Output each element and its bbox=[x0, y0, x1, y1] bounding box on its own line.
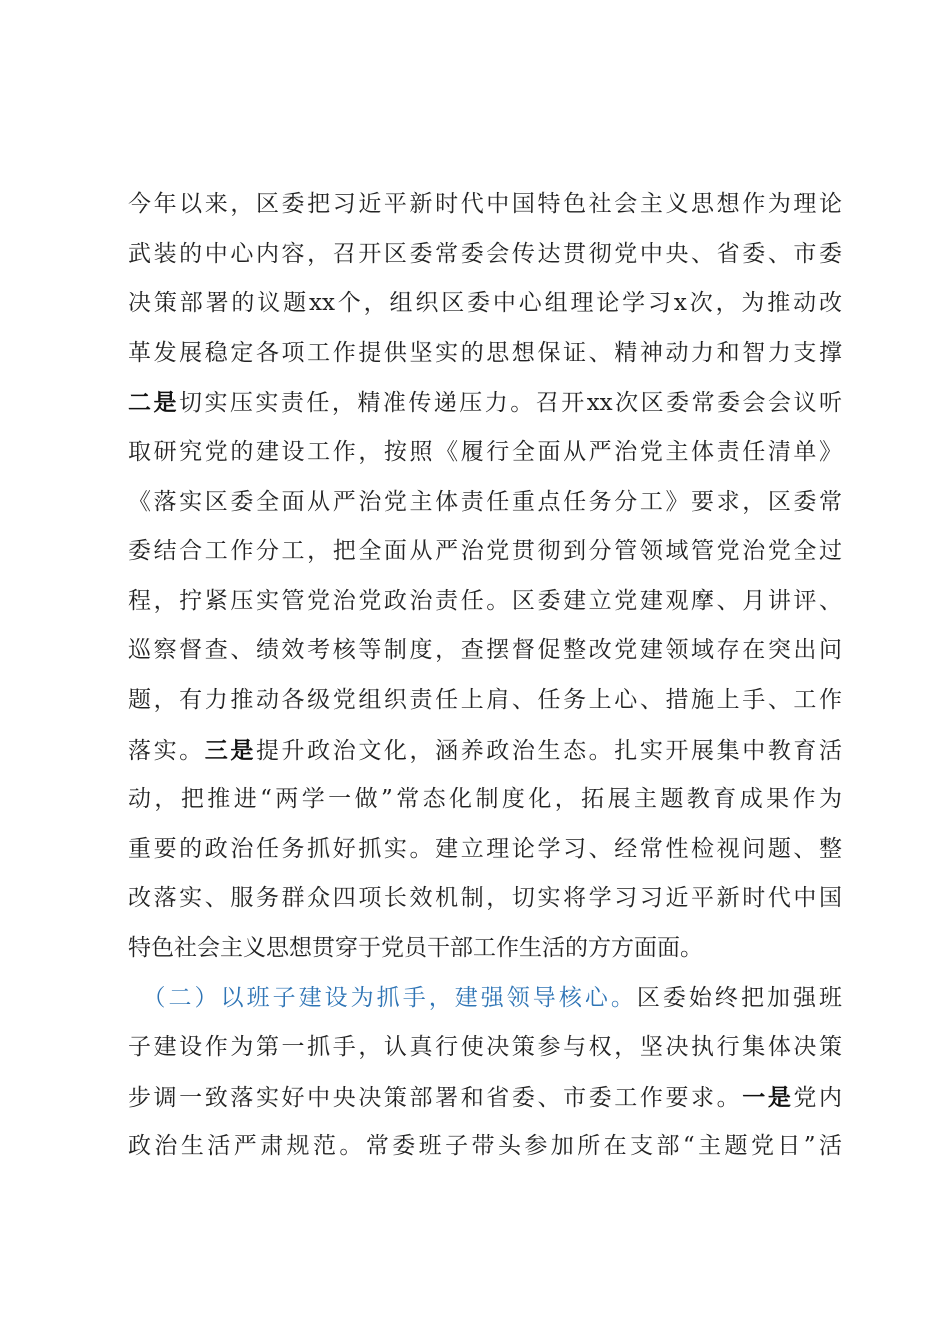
body-text-segment: 特色社会主义思想贯穿于党员干部工作生活的方方面面。 bbox=[128, 934, 703, 961]
text-line bbox=[128, 577, 842, 627]
text-line bbox=[128, 924, 842, 974]
emphasis-text: 一是 bbox=[742, 1083, 794, 1111]
text-line bbox=[128, 1023, 842, 1073]
body-text-segment: 武装的中心内容，召开区委常委会传达贯彻党中央、省委、市委 bbox=[128, 240, 842, 267]
body-text-segment: 区委始终把加强班 bbox=[636, 984, 842, 1011]
body-text-segment: 落实。 bbox=[128, 737, 205, 764]
body-text-segment: 政治生活严肃规范。常委班子带头参加所在支部“主题党日”活 bbox=[128, 1133, 842, 1160]
body-text-segment: 改落实、服务群众四项长效机制，切实将学习习近平新时代中国 bbox=[128, 885, 842, 912]
text-line bbox=[128, 825, 842, 875]
text-line bbox=[128, 1122, 842, 1172]
body-text-segment: 子建设作为第一抓手，认真行使决策参与权，坚决执行集体决策 bbox=[128, 1034, 842, 1061]
body-text-segment: 提升政治文化，涵养政治生态。扎实开展集中教育活 bbox=[255, 737, 842, 764]
body-text-segment: 程，拧紧压实管党治党政治责任。区委建立党建观摩、月讲评、 bbox=[128, 587, 842, 614]
emphasis-text: 二是 bbox=[128, 389, 179, 417]
emphasis-text: 三是 bbox=[204, 736, 256, 764]
text-line bbox=[128, 726, 842, 776]
text-line bbox=[128, 478, 842, 528]
text-line bbox=[128, 428, 842, 478]
section-heading: （二）以班子建设为抓手，建强领导核心。 bbox=[128, 984, 637, 1011]
text-line bbox=[128, 974, 842, 1024]
body-text-segment: 重要的政治任务抓好抓实。建立理论学习、经常性检视问题、整 bbox=[128, 835, 842, 862]
body-text-segment: 革发展稳定各项工作提供坚实的思想保证、精神动力和智力支撑 bbox=[128, 339, 842, 366]
body-text-segment: 委结合工作分工，把全面从严治党贯彻到分管领域管党治党全过 bbox=[128, 538, 842, 565]
body-text-segment: 题，有力推动各级党组织责任上肩、任务上心、措施上手、工作 bbox=[128, 686, 842, 713]
body-text-segment: 巡察督查、绩效考核等制度，查摆督促整改党建领域存在突出问 bbox=[128, 637, 842, 664]
body-text-segment: 今年以来，区委把习近平新时代中国特色社会主义思想作为理论 bbox=[128, 191, 842, 217]
text-line bbox=[128, 180, 842, 230]
text-line bbox=[128, 230, 842, 280]
body-text-segment: 《落实区委全面从严治党主体责任重点任务分工》要求，区委常 bbox=[128, 488, 842, 515]
document-body bbox=[128, 180, 842, 1172]
body-text-segment: 决策部署的议题xx个，组织区委中心组理论学习x次，为推动改 bbox=[128, 290, 842, 317]
text-line bbox=[128, 527, 842, 577]
body-text-segment: 取研究党的建设工作，按照《履行全面从严治党主体责任清单》 bbox=[128, 438, 842, 465]
body-text-segment: 党内 bbox=[793, 1084, 842, 1111]
body-text-segment: 切实压实责任，精准传递压力。召开xx次区委常委会会议听 bbox=[178, 390, 842, 417]
text-line bbox=[128, 626, 842, 676]
text-line bbox=[128, 329, 842, 379]
text-line bbox=[128, 378, 842, 428]
text-line bbox=[128, 874, 842, 924]
text-line bbox=[128, 279, 842, 329]
body-text-segment: 步调一致落实好中央决策部署和省委、市委工作要求。 bbox=[128, 1084, 743, 1111]
body-text-segment: 动，把推进“两学一做”常态化制度化，拓展主题教育成果作为 bbox=[128, 786, 842, 813]
text-line bbox=[128, 775, 842, 825]
text-line bbox=[128, 1073, 842, 1123]
text-line bbox=[128, 676, 842, 726]
